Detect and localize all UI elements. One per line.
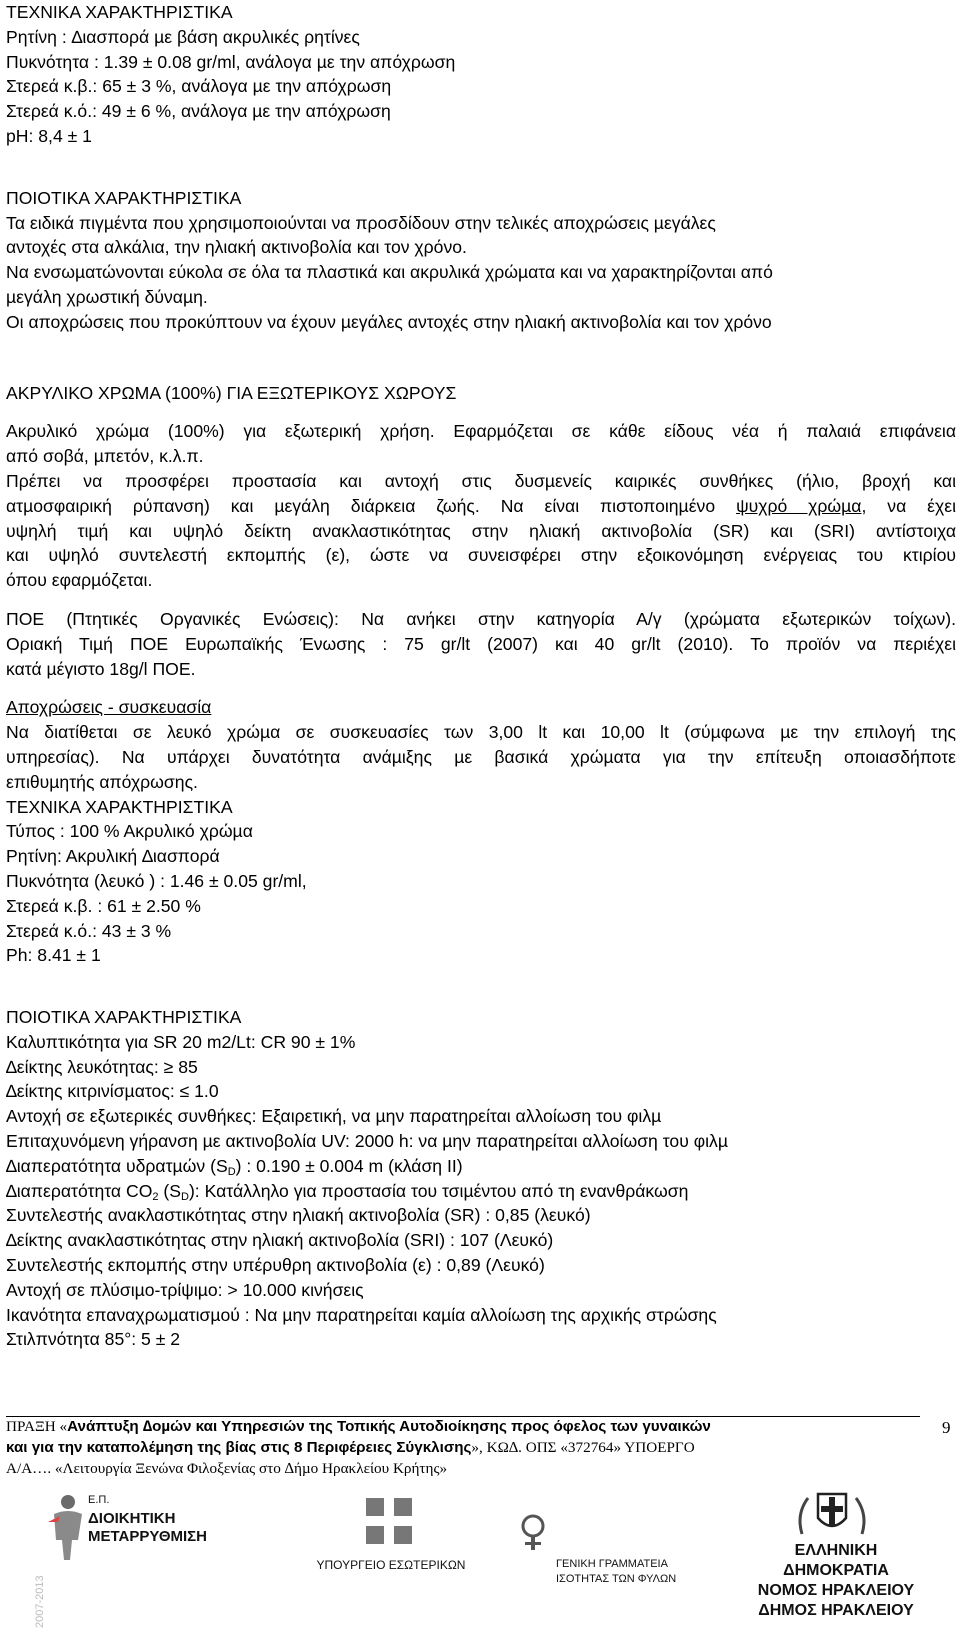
underlined-term: ψυχρό χρώµα: [736, 495, 862, 516]
hr-line2: ΔΗΜΟΚΡΑΤΙΑ: [783, 1562, 889, 1579]
years-vertical: 2007-2013: [34, 1575, 46, 1628]
text-fragment: ) : 0.190 ± 0.004 m (κλάση II): [235, 1155, 463, 1176]
ep-small-label: Ε.Π.: [88, 1494, 110, 1506]
text-fragment: (S: [158, 1180, 181, 1201]
footer-line: [6, 1416, 906, 1437]
gg-line2: ΙΣΟΤΗΤΑΣ ΤΩΝ ΦΥΛΩΝ: [556, 1573, 677, 1585]
paragraph-line: κατά µέγιστο 18g/l ΠΟΕ.: [6, 658, 196, 679]
paragraph-line: υπηρεσίας). Να υπάρχει δυνατότητα ανάµιξης µε βασικά χρώµατα για την επίτευξη οποιασδήποτε: [6, 746, 956, 767]
text-line: Στερεά κ.ό.: 43 ± 3 %: [6, 920, 172, 941]
subscript: D: [227, 1165, 236, 1178]
text-line: Στερεά κ.β. : 61 ± 2.50 %: [6, 895, 201, 916]
text-fragment: ∆ιαπερατότητα υδρατµών (S: [6, 1155, 228, 1176]
ministry-logo: [296, 1498, 486, 1608]
paragraph-line: και υψηλό συντελεστή εκποµπής (ε), ώστε να συνεισφέρει στην εξοικονόµηση ενέργειας του κτιρίου: [6, 545, 956, 566]
section-heading: ΤΕΧΝΙΚΑ ΧΑΡΑΚΤΗΡΙΣΤΙΚΑ: [6, 796, 233, 817]
ep-title-line1: ΔΙΟΙΚΗΤΙΚΗ: [88, 1510, 176, 1527]
section-heading: ΠΟΙΟΤΙΚΑ ΧΑΡΑΚΤΗΡΙΣΤΙΚΑ: [6, 187, 242, 208]
paragraph-line: επιθυµητής απόχρωσης.: [6, 771, 198, 792]
coat-of-arms-icon: [794, 1488, 870, 1538]
ministry-name: ΥΠΟΥΡΓΕΙΟ ΕΣΩΤΕΡΙΚΩΝ: [316, 1558, 466, 1572]
paragraph-line: όπου εφαρµόζεται.: [6, 570, 153, 591]
project-title-cont: και για την καταπολέµηση της βίας στις 8 Περιφέρειες Σύγκλισης: [6, 1439, 472, 1456]
footer-line: Α/Α…. «Λειτουργία Ξενώνα Φιλοξενίας στο ∆ήµο Ηρακλείου Κρήτης»: [6, 1460, 448, 1477]
equality-symbol-icon: [516, 1512, 550, 1552]
hr-line1: ΕΛΛΗΝΙΚΗ: [794, 1542, 878, 1559]
text-line: Πυκνότητα : 1.39 ± 0.08 gr/ml, ανάλογα µε την απόχρωση: [6, 51, 456, 72]
text-line: Τα ειδικά πιγµέντα που χρησιµοποιούνται να προσδίδουν στην τελικές αποχρώσεις µεγάλες: [6, 212, 716, 233]
section-heading: ΤΕΧΝΙΚΑ ΧΑΡΑΚΤΗΡΙΣΤΙΚΑ: [6, 2, 233, 22]
footer-prefix: ΠΡΑΞΗ «: [6, 1418, 68, 1435]
ep-title-line2: ΜΕΤΑΡΡΥΘΜΙΣΗ: [88, 1528, 207, 1545]
text-line: Τύπος : 100 % Ακρυλικό χρώµα: [6, 821, 253, 842]
footer-suffix: », ΚΩ∆. ΟΠΣ «372764» ΥΠΟΕΡΓΟ: [471, 1439, 695, 1456]
text-line: [6, 1154, 956, 1179]
page-number: 9: [942, 1418, 951, 1437]
text-line: Καλυπτικότητα για SR 20 m2/Lt: CR 90 ± 1%: [6, 1031, 356, 1052]
hr-line4: ΔΗΜΟΣ ΗΡΑΚΛΕΙΟΥ: [758, 1602, 914, 1619]
text-line: Αντοχή σε εξωτερικές συνθήκες: Εξαιρετική, να µην παρατηρείται αλλοίωση του φιλµ: [6, 1106, 662, 1127]
paragraph-line: από σοβά, µπετόν, κ.λ.π.: [6, 446, 204, 467]
text-line: µεγάλη χρωστική δύναµη.: [6, 286, 208, 307]
footer-line: [6, 1437, 906, 1458]
spacer: [6, 335, 956, 381]
text-line: Ph: 8.41 ± 1: [6, 945, 101, 966]
text-line: Αντοχή σε πλύσιµο-τρίψιµο: > 10.000 κινήσεις: [6, 1279, 364, 1300]
text-line: Οι αποχρώσεις που προκύπτουν να έχουν µεγάλες αντοχές στην ηλιακή ακτινοβολία και τον χρόνο: [6, 311, 772, 332]
text-line: pH: 8,4 ± 1: [6, 125, 92, 146]
document-body: [6, 0, 956, 1352]
section-heading: ΠΟΙΟΤΙΚΑ ΧΑΡΑΚΤΗΡΙΣΤΙΚΑ: [6, 1007, 242, 1028]
text-line: Ρητίνη : ∆ιασπορά µε βάση ακρυλικές ρητίνες: [6, 26, 360, 47]
text-fragment: ατµοσφαιρική ρύπανση) και µεγάλη διάρκεια ζωής. Να είναι πιστοποιηµένο: [6, 495, 716, 516]
spacer: [6, 593, 956, 607]
paragraph-line: Οριακή Τιµή ΠΟΕ Ευρωπαϊκής Ένωσης : 75 gr/lt (2007) και 40 gr/lt (2010). Το προϊόν να περιέχει: [6, 633, 956, 654]
equality-logo: [510, 1502, 690, 1612]
text-line: ∆είκτης ανακλαστικότητας στην ηλιακή ακτινοβολία (SRI) : 107 (Λευκό): [6, 1230, 554, 1251]
paragraph-line: Πρέπει να προσφέρει προστασία και αντοχή στις δυσµενείς καιρικές συνθήκες (ήλιο, βροχή και: [6, 470, 956, 491]
text-line: Στιλπνότητα 85°: 5 ± 2: [6, 1329, 181, 1350]
text-fragment: ): Κατάλληλο για προστασία του τσιµέντου από τη ενανθράκωση: [188, 1180, 689, 1201]
text-line: Συντελεστής ανακλαστικότητας στην ηλιακή ακτινοβολία (SR) : 0,85 (λευκό): [6, 1205, 591, 1226]
subsection-heading: Αποχρώσεις - συσκευασία: [6, 697, 212, 718]
page-footer: [6, 1416, 906, 1479]
text-line: ∆είκτης κιτρινίσµατος: ≤ 1.0: [6, 1081, 219, 1102]
figure-icon: [44, 1492, 90, 1562]
gg-line1: ΓΕΝΙΚΗ ΓΡΑΜΜΑΤΕΙΑ: [556, 1558, 668, 1570]
subscript: D: [181, 1190, 189, 1203]
text-line: Συντελεστής εκποµπής στην υπέρυθρη ακτινοβολία (ε) : 0,89 (Λευκό): [6, 1255, 545, 1276]
heraklion-logo: [726, 1488, 946, 1633]
text-line: Στερεά κ.β.: 65 ± 3 %, ανάλογα µε την απόχρωση: [6, 76, 392, 97]
subscript: 2: [152, 1190, 159, 1203]
text-line: ∆είκτης λευκότητας: ≥ 85: [6, 1056, 198, 1077]
greek-flag-icon: [366, 1498, 412, 1544]
text-line: Πυκνότητα (λευκό ) : 1.46 ± 0.05 gr/ml,: [6, 870, 307, 891]
spacer: [6, 968, 956, 1005]
paragraph-line: ΠΟΕ (Πτητικές Οργανικές Ενώσεις): Να ανήκει στην κατηγορία Α/γ (χρώµατα εξωτερικών τοίχων).: [6, 608, 956, 629]
paragraph-line: Ακρυλικό χρώµα (100%) για εξωτερική χρήση. Εφαρµόζεται σε κάθε είδους νέα ή παλαιά επιφάνεια: [6, 421, 956, 442]
hr-line3: ΝΟΜΟΣ ΗΡΑΚΛΕΙΟΥ: [757, 1582, 915, 1599]
paragraph-line: [6, 494, 956, 519]
spacer: [6, 405, 956, 419]
text-line: Ρητίνη: Ακρυλική ∆ιασπορά: [6, 846, 220, 867]
text-line: Ικανότητα επαναχρωµατισµού : Να µην παρατηρείται καµία αλλοίωση της αρχικής στρώσης: [6, 1304, 717, 1325]
text-line: [6, 1179, 956, 1204]
text-line: Επιταχυνόµενη γήρανση µε ακτινοβολία UV: 2000 h: να µην παρατηρείται αλλοίωση του φιλµ: [6, 1131, 728, 1152]
spacer: [6, 681, 956, 695]
text-line: αντοχές στα αλκάλια, την ηλιακή ακτινοβολία και τον χρόνο.: [6, 237, 467, 258]
paragraph-line: Να διατίθεται σε λευκό χρώµα σε συσκευασίες των 3,00 lt και 10,00 lt (σύµφωνα µε την επιλογή της: [6, 722, 956, 743]
section-heading: ΑΚΡΥΛΙΚΟ ΧΡΩΜΑ (100%) ΓΙΑ ΕΞΩΤΕΡΙΚΟΥΣ ΧΩΡΟΥΣ: [6, 382, 457, 403]
project-title: Ανάπτυξη ∆οµών και Υπηρεσιών της Τοπικής Αυτοδιοίκησης προς όφελος των γυναικών: [67, 1418, 711, 1435]
text-fragment: ∆ιαπερατότητα CO: [6, 1180, 153, 1201]
ep-logo: [30, 1488, 207, 1628]
text-fragment: , να έχει: [861, 495, 957, 516]
logos-strip: [0, 1488, 960, 1633]
paragraph-line: υψηλή τιµή και υψηλό δείκτη ανακλαστικότητας στην ηλιακή ακτινοβολία (SR) και (SRI) αντίστοιχα: [6, 520, 956, 541]
text-line: Στερεά κ.ό.: 49 ± 6 %, ανάλογα µε την απόχρωση: [6, 101, 391, 122]
spacer: [6, 149, 956, 186]
text-line: Να ενσωµατώνονται εύκολα σε όλα τα πλαστικά και ακρυλικά χρώµατα και να χαρακτηρίζονται από: [6, 262, 773, 283]
